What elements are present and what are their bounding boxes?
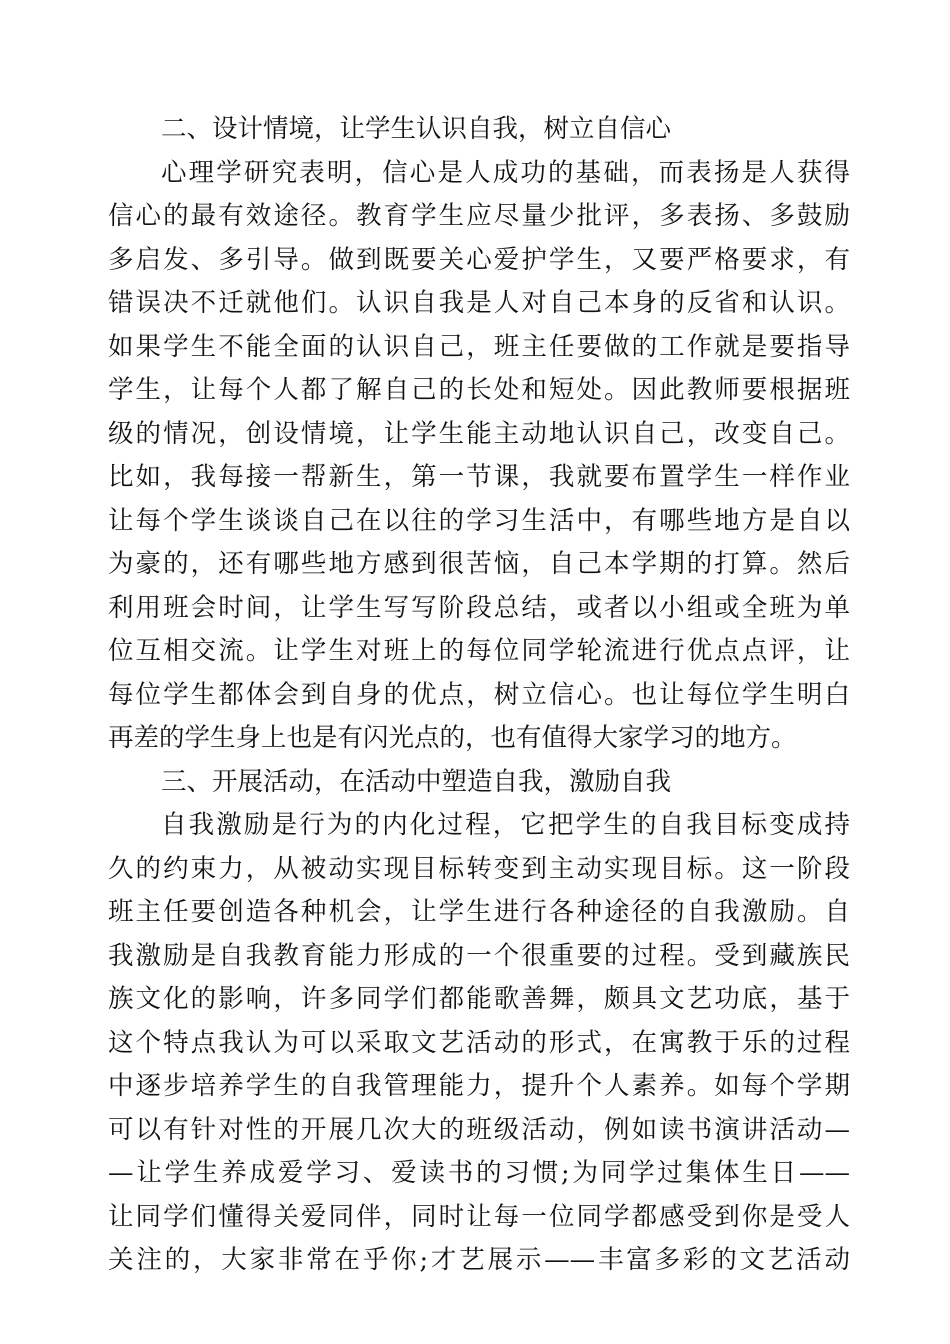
text-line: 心理学研究表明，信心是人成功的基础，而表扬是人获得 [161, 157, 850, 188]
text-line: 位互相交流。让学生对班上的每位同学轮流进行优点点评，让 [108, 636, 850, 666]
text-line: 班主任要创造各种机会，让学生进行各种途径的自我激励。自 [108, 897, 850, 927]
text-line: 信心的最有效途径。教育学生应尽量少批评，多表扬、多鼓励 [108, 201, 850, 231]
text-line: 每位学生都体会到自身的优点，树立信心。也让每位学生明白 [108, 679, 850, 710]
text-line: 关注的，大家非常在乎你;才艺展示——丰富多彩的文艺活动 [108, 1245, 850, 1275]
text-line: 自我激励是行为的内化过程，它把学生的自我目标变成持 [161, 810, 850, 840]
text-line: 可以有针对性的开展几次大的班级活动，例如读书演讲活动— [108, 1114, 850, 1145]
text-line: —让学生养成爱学习、爱读书的习惯;为同学过集体生日—— [108, 1158, 850, 1188]
text-line: 如果学生不能全面的认识自己，班主任要做的工作就是要指导 [108, 331, 850, 362]
text-line: 久的约束力，从被动实现目标转变到主动实现目标。这一阶段 [108, 853, 850, 884]
text-line: 三、开展活动，在活动中塑造自我，激励自我 [161, 766, 672, 797]
text-line: 错误决不迁就他们。认识自我是人对自己本身的反省和认识。 [108, 288, 850, 318]
text-line: 族文化的影响，许多同学们都能歌善舞，颇具文艺功底，基于 [108, 984, 850, 1014]
text-line: 让同学们懂得关爱同伴，同时让每一位同学都感受到你是受人 [108, 1201, 850, 1232]
text-line: 多启发、多引导。做到既要关心爱护学生，又要严格要求，有 [108, 244, 850, 275]
text-line: 比如，我每接一帮新生，第一节课，我就要布置学生一样作业 [108, 462, 850, 492]
text-line: 中逐步培养学生的自我管理能力，提升个人素养。如每个学期 [108, 1071, 850, 1101]
document-page [108, 108, 850, 1283]
text-line: 二、设计情境，让学生认识自我，树立自信心 [161, 114, 672, 144]
text-line: 这个特点我认为可以采取文艺活动的形式，在寓教于乐的过程 [108, 1027, 850, 1058]
text-line: 利用班会时间，让学生写写阶段总结，或者以小组或全班为单 [108, 592, 850, 623]
text-line: 让每个学生谈谈自己在以往的学习生活中，有哪些地方是自以 [108, 505, 850, 536]
text-line: 级的情况，创设情境，让学生能主动地认识自己，改变自己。 [108, 418, 850, 449]
text-line: 为豪的，还有哪些地方感到很苦恼，自己本学期的打算。然后 [108, 549, 850, 579]
text-line: 我激励是自我教育能力形成的一个很重要的过程。受到藏族民 [108, 940, 850, 971]
text-line: 学生，让每个人都了解自己的长处和短处。因此教师要根据班 [108, 375, 850, 405]
text-line: 再差的学生身上也是有闪光点的，也有值得大家学习的地方。 [108, 723, 797, 753]
